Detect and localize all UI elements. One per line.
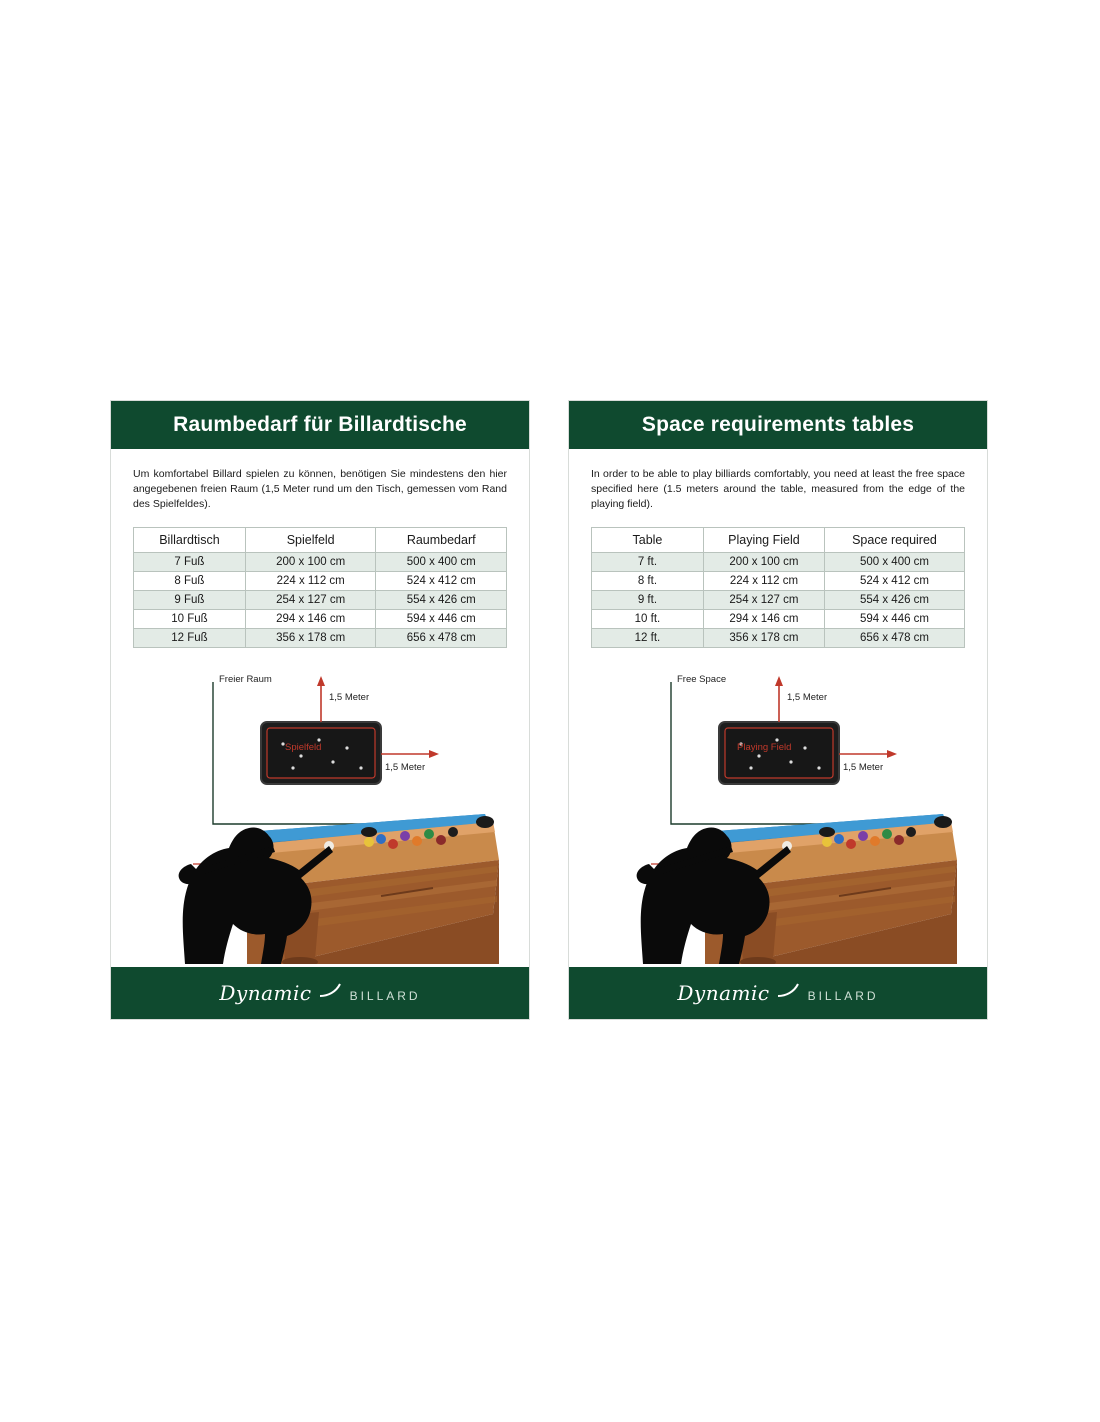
cell-playfield: 356 x 178 cm	[245, 628, 376, 647]
cell-space: 656 x 478 cm	[376, 628, 507, 647]
table-row	[134, 571, 507, 590]
table-row	[592, 571, 965, 590]
intro-text-en: In order to be able to play billiards comfortably, you need at least the free space specified here (1.5 meters around the table, measured from the edge of the playing field).	[591, 468, 965, 511]
table-row	[592, 628, 965, 647]
table-row	[134, 552, 507, 571]
dimension-horizontal-label: 1,5 Meter	[385, 761, 426, 773]
cell-space: 554 x 426 cm	[824, 590, 964, 609]
brand-subtitle: BILLARD	[349, 989, 421, 1003]
card-body-en	[569, 449, 987, 967]
space-diagram-de	[133, 664, 507, 964]
table-header-row	[134, 527, 507, 552]
table-row	[134, 590, 507, 609]
cell-space: 500 x 400 cm	[376, 552, 507, 571]
cell-size: 8 ft.	[592, 571, 704, 590]
playfield-label: Playing Field	[737, 741, 792, 753]
table-row	[134, 609, 507, 628]
cell-size: 10 Fuß	[134, 609, 246, 628]
playfield-label: Spielfeld	[285, 741, 322, 753]
cell-space: 594 x 446 cm	[824, 609, 964, 628]
cell-space: 554 x 426 cm	[376, 590, 507, 609]
cell-playfield: 294 x 146 cm	[245, 609, 376, 628]
table-row	[592, 552, 965, 571]
brand-logo	[677, 981, 878, 1005]
card-header-en	[569, 401, 987, 449]
brand-subtitle: BILLARD	[807, 989, 879, 1003]
cell-playfield: 200 x 100 cm	[245, 552, 376, 571]
table-row	[592, 609, 965, 628]
cell-size: 12 Fuß	[134, 628, 246, 647]
dimension-horizontal-label: 1,5 Meter	[843, 761, 884, 773]
column-header-space: Raumbedarf	[376, 527, 507, 552]
brand-name: Dynamic	[219, 981, 312, 1005]
brand-name: Dynamic	[677, 981, 770, 1005]
space-diagram-en	[591, 664, 965, 964]
card-footer-en	[569, 967, 987, 1019]
cell-size: 9 Fuß	[134, 590, 246, 609]
column-header-table: Billardtisch	[134, 527, 246, 552]
diagram-illustration	[133, 664, 509, 964]
cell-size: 8 Fuß	[134, 571, 246, 590]
page-title-en: Space requirements tables	[641, 413, 915, 436]
cell-playfield: 254 x 127 cm	[245, 590, 376, 609]
table-row	[592, 590, 965, 609]
cell-playfield: 254 x 127 cm	[703, 590, 824, 609]
column-header-table: Table	[592, 527, 704, 552]
diagram-illustration	[591, 664, 967, 964]
card-footer-de	[111, 967, 529, 1019]
dimension-vertical-label: 1,5 Meter	[787, 691, 828, 703]
column-header-space: Space required	[824, 527, 964, 552]
table-row	[134, 628, 507, 647]
swoosh-icon	[318, 982, 344, 1000]
cell-space: 500 x 400 cm	[824, 552, 964, 571]
cell-size: 10 ft.	[592, 609, 704, 628]
dimension-vertical-label: 1,5 Meter	[329, 691, 370, 703]
free-space-label: Free Space	[677, 673, 727, 685]
cell-space: 656 x 478 cm	[824, 628, 964, 647]
cell-space: 524 x 412 cm	[824, 571, 964, 590]
cell-playfield: 224 x 112 cm	[703, 571, 824, 590]
cell-size: 7 ft.	[592, 552, 704, 571]
poster-card-de	[110, 400, 530, 1020]
cell-size: 7 Fuß	[134, 552, 246, 571]
page-title-de: Raumbedarf für Billardtische	[173, 413, 467, 436]
free-space-label: Freier Raum	[219, 673, 272, 685]
table-header-row	[592, 527, 965, 552]
cell-playfield: 224 x 112 cm	[245, 571, 376, 590]
column-header-playfield: Spielfeld	[245, 527, 376, 552]
card-body-de	[111, 449, 529, 967]
playfield-rect	[261, 722, 381, 784]
card-header-de	[111, 401, 529, 449]
intro-text-de: Um komfortabel Billard spielen zu können, benötigen Sie mindestens den hier angegebenen freien Raum (1,5 Meter rund um den Tisch, gemessen vom Rand des Spielfeldes).	[133, 468, 507, 511]
spec-table-en	[591, 527, 965, 648]
cell-space: 524 x 412 cm	[376, 571, 507, 590]
cell-size: 12 ft.	[592, 628, 704, 647]
poster-card-en	[568, 400, 988, 1020]
cell-space: 594 x 446 cm	[376, 609, 507, 628]
cell-playfield: 294 x 146 cm	[703, 609, 824, 628]
brand-logo	[219, 981, 420, 1005]
cell-playfield: 356 x 178 cm	[703, 628, 824, 647]
cell-size: 9 ft.	[592, 590, 704, 609]
playfield-rect	[719, 722, 839, 784]
swoosh-icon	[776, 982, 802, 1000]
cell-playfield: 200 x 100 cm	[703, 552, 824, 571]
spec-table-de	[133, 527, 507, 648]
column-header-playfield: Playing Field	[703, 527, 824, 552]
